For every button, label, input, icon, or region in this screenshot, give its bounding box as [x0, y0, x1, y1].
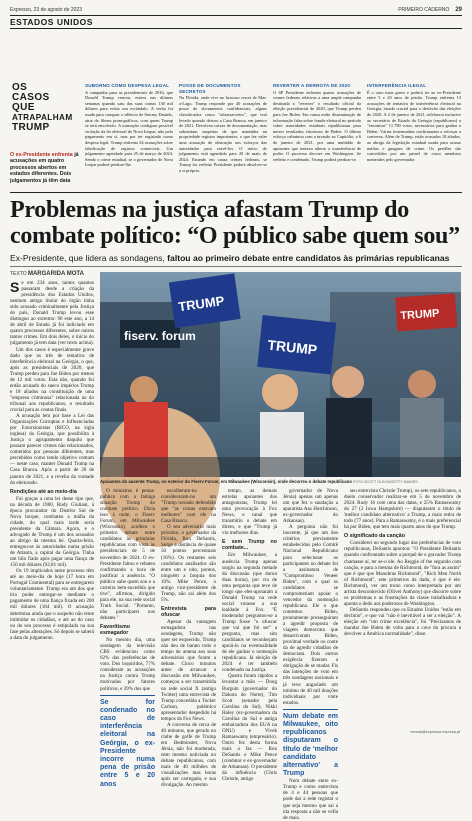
case-text: O 6P Presidente enfrenta quatro acusações de crimes federais relativas a uma ampla campanha destinada a "reverter" o resultado oficial da eleição presidencial de 2020, que Trump perdeu para Joe Biden. Em causa estão disseminação de informação falsa sobre fraude eleitoral no período sobre autoridades estaduais republicanas para mexer resultados vitoriosos de Biden. O último esforço culminou com a invasão ao Capitólio, a 6 de janeiro de 2021, por uma multidão de apoiantes que tentava alterar a transferência de poder. O processo decorre em Washington. Se reeleito e condenado, Trump poderá perdoar-se.: [273, 89, 361, 162]
pull-quote: Se for condenado no caso de interferência eleitoral na Geórgia, o ex-Presidente incorre numa pena de prisão entre 5 e 20 anos: [100, 695, 155, 789]
article-paragraph: governador de Nova Jérsia) apenas um apenas um que fez o saudação a aparatista Asa Hutchinson, ex-governador do Arkansas).: [283, 488, 338, 525]
edition-label: PRIMEIRO CADERNO: [398, 7, 450, 13]
subhead: E sem Trump no combate...: [222, 539, 277, 552]
article-column-3: [161, 488, 216, 789]
case-column: [179, 83, 267, 174]
article-column-6: [344, 488, 461, 637]
article-column-1: [10, 280, 94, 641]
kicker-box: [12, 83, 74, 133]
section-rule: [10, 28, 462, 29]
subhead: Rendições até ao meio-dia: [10, 488, 77, 495]
article-paragraph: DeSantis respondeu que os Estados Unidos "estão em declínio", e que vai "não é inevitável a ser a eleição". A eleição em "um crime excelência", foi "Precisamos de mandar Joe Biden de volta para a cave do procura a devolver a América normalidade", disse.: [344, 606, 461, 638]
article-paragraph: Considerei no segundo lugar das preferências de voto republicanas, DeSantis apontou: "O Presidente DeSantis quando confrontado sobre a porquê de o gravador Trump chamasse aí, ter se-o ele. Ao Reggie of the segundo com canção, e para a mesma de Richmond, de "fura as assim" que é que que Manobras Richmond", "Rich Men North of Richmond", sete primeiros da dado, é que é ele. Richmond), ver um trono como interpretada por um artista desconhecido (Oliver Anthony) que discorre sobre os problemas e as frustrações da classe trabalhadora e aponta o dedo aos poderosos de Washington.: [344, 540, 461, 607]
subhead: O significado da canção: [344, 533, 405, 540]
arena-sign: fiserv. forum: [124, 329, 196, 343]
article-paragraph: Os 19 implicados neste processo têm até ao meio-dia de hoje (17 hora em Portugal Continental) para se entregarem voluntariamente. Trump era um dos que iria poder entregar-se mediante o pagamento de uma fiança fixada em 200 mil dólares (184 mil). O acusação determina ainda que o suspeito não tente intimidar os cidadãos, e até ao do caso ou do seu processo é estipulada na sua fase pelas alterações. Só depois se saberá a data do julgamento.: [10, 568, 94, 641]
article-paragraph: No mesmo dia, uma sondagem da televisão CBS evidenciou como 62% das preferências de voto. Dos inquiridos, 77% consideram as acusações na Justiça contra Trump motivadas por fatores políticos, e 39% dos que: [100, 637, 155, 692]
photo-caption: [100, 479, 461, 485]
header-rule: [10, 15, 462, 16]
case-heading: POSSE DE DOCUMENTOS SECRETOS: [179, 83, 241, 94]
subheadline-bold: faltou ao primeiro debate entre candidatos às primárias republicanas: [167, 253, 450, 263]
article-paragraph: O seu adversário mais próximo, o governador da Flórida, Ron DeSantis, Surge a distância de quase 50 pontos percentuais (16%). Os restantes seis candidatos analisados são entre um e oito, pontos, ninguém a fasquia dos 10%. Mike Pence, o antigo vice-presidente de Trump, não sai além dos 5%.: [161, 524, 216, 603]
paragraph-text: e em 234 anos, tantos quantos passaram desde a criação da presidência dos Estados Unidos, nenhum antigo titular do órgão tinha sido acusado criminalmente pela Justiça do país, Donald Trump levou esse distinguo ao extremo: 90 este ano, a 14 de abril de Estado já foi indiciado em quatro processos diferentes, sobre outros tantos crimes. Em dois deles, o início do julgamento já tem data (ver texto acima).: [10, 280, 94, 347]
headline-rule: [10, 192, 462, 193]
article-paragraph: A conversa de cerca de 40 minutos, que gerado no clube de golfe de Trump em Bedminster, Nova Jérsia, não foi moderada, nem mesmo noticiada no debate republicanos, com mais de 40 milhões de visualizações mas horas após ser carregada, e sua divulgação. Ao mesmo: [161, 721, 216, 789]
article-column-2: [100, 488, 155, 788]
case-column: [85, 83, 173, 168]
trump-sign: TRUMP: [399, 307, 440, 323]
author-email[interactable]: mmota@expresso.impresa.pt: [410, 730, 460, 734]
byline: [10, 271, 84, 277]
case-text: É o caso mais grave e poderá ter ao ex-Presidente entre 5 e 20 anos de prisão. Trump enfrenta 13 acusações de tentativa de interferência eleitoral na Geórgia, estado crucial para o desfecho das eleições de 2020. A 2 de janeiro de 2021, telefonou inclusive ao secretário de Estado da Geórgia (republicano) a "encontrar" 11.780 votos, necessários para ganhar a Biden. Várias testemunhas confirmaram a reforçar a conversa. Além de Trump, estão acusados 18 aliados, ao abrigo da legislação estadual usada para acusar máfias e gangues de crime. Os perdões são concedidos por um painel de cinco membros nomeados pelo governador.: [367, 89, 461, 162]
article-paragraph: Foi graças a uma lei desse tipo que, na década de 1980, Rudy Giuliani, à época procurador do Distrito Sul de Nova Iorque, combateu a máfia da cidade, do qual mais tarde seria presidente da Câmara. Agora, e o advogado de Trump é um dos acusados ao abrigo da mesma lei. Quarta-feira, entregou-se às autoridades numa prisão de Atlanta, a capital da Geórgia. Tinha um hilo fiado após pagar uma fiança de 150 mil dólares (92,81 mil).: [10, 495, 94, 569]
article-column-4: [222, 488, 277, 783]
article-paragraph: A pergunta não foi inocente, já que um dos critérios previamente estabelecidos pelo Comitê Nacional Republicano para selecionar os participantes no debate foi a assinatura de "Compromisso Veneer Biden", com o qual os candidatos se comprometiam apoiar o vencedor da nomeação republicana. Ele o que contestou Biden, prontamente prosseguiram a agredir proposta de viagem democrata que desactivaram Biden, proximal verdade ou conte da de agredir cidadãos de democrata. Dois outros exigência fizeram a obrigação de se mudar. Fis das intenções de voto em três sondagens nacionais e já teve angariado um mínimo de 40 mil doações individuais por vinte estados.: [283, 524, 338, 706]
byline-prefix: TEXTO: [10, 271, 27, 277]
kicker-line: ATRAPALHAM: [12, 113, 73, 122]
news-photo: [100, 272, 461, 477]
subhead: Entrevista para ofuscar: [161, 605, 216, 618]
header-right: [398, 7, 462, 13]
side-lead-red: O ex-Presidente enfrenta: [10, 152, 73, 158]
article-paragraph: Apesar da vantagem esmagadora nas sondagens, Trump não quer ser esquecido, Trump não deu de barato todo o tempo de antena aos seus adversários que foram a debate. Cinco minutos antes de arrancar a discussão em Milwaukee, começou a ser transmitida na rede social X (antigo Twitter) uma entrevista de Trump concedida a Tucker Carlson, polémico apresentador despedido há tempos da Fox News.: [161, 618, 216, 722]
article-paragraph: escolheram-no consideraram-no um "Trump tornado defendido que "as coisas estavam melhores" com ele na Casa Branca.: [161, 488, 216, 525]
article-paragraph: Em Milwaukee, a ausência Trump apenas surgiu na segunda metade da discussão (que durou duas horas), por via de uma pergunta que teve de longo que eles-apoiaram a Donald Trump na rede social votasse a sua lealdade à Fox. "É moderador perguntou-se a Trump fosse "o ofuscar que vai que foi ser" a pergunta, mas sim candidatos se reconheçam apoiá-lo na eventualidade de ele ganhar o nomeação republicana. Já eleição de 2024 é ter também condenado na Justiça.: [222, 552, 277, 674]
subheadline: [10, 253, 462, 263]
sub-rule: [10, 266, 462, 267]
pull-quote: Num debate em Milwaukee, oito republicanos disputaram o título de 'melhor candidato alternativo' a Trump: [283, 709, 338, 779]
subheadline-normal: Ex-Presidente, que lidera as sondagens,: [10, 253, 168, 263]
case-heading: REVERTER A DERROTA DE 2020: [273, 83, 351, 88]
case-heading: INTERFERÊNCIA ILEGAL: [367, 83, 427, 88]
kicker-line: OS: [12, 82, 28, 93]
photo-credit: FOTO SCOTT OLSON/GETTY IMAGES: [353, 480, 418, 484]
side-lead: [10, 152, 80, 184]
case-text: A campanha para as presidenciais de 2016, que Donald Trump venceu, estava nas últimas semanas quando saiu das suas contas 130 mil dólares para evitar um escândalo. A verba foi usada para comprar o silêncio de Stormy Daniels, atriz de filmes pornográficos, com quem Trump se terá envolvido. A transação configura possível violação da lei eleitoral de Nova Iorque, não pelo pagamento em si, mas por ter registado como despesa legal. Trump enfrenta 34 acusações sobre falsificação de registos comerciais. Um julgamento agendado para 25 de março de 2024. Sendo o crime estadual, se o governador de Nova Iorque poderá perdoar-lhe.: [85, 89, 173, 168]
trump-sign: TRUMP: [177, 293, 226, 315]
byline-author: MARGARIDA MOTA: [27, 271, 84, 277]
kicker-line: TRUMP: [12, 122, 50, 133]
case-column: [273, 83, 361, 162]
publication-date: Expresso, 23 de agosto de 2023: [10, 7, 82, 13]
case-column: [367, 83, 461, 162]
article-paragraph: Num debate entre ex-Trump e como entrevista de 4 e 44 pessoas que pode dar a rede registar o que seja mesmo que sai a ida resposta a não se vefia de mais.: [283, 778, 338, 821]
article-paragraph: O ministros é pensa-pública com a famiga situação Trump do combate político. Dizia isso à noite, o Fiserv Forum, em Milwaukee (Wisconsin), acolheu o primeiro debate entre candidatos às primárias republicanas com vista às presidenciais de 5 de novembro de 2024. O ex-Presidente faltou e rebateu confirmando a hora de justificar a ausência. "O público sabe quem sou e a carreira bem-sucedida que tive", afirmou, dirigido para ele, na sua rede social Truth Social. "Portanto, não participarei nos debates.": [100, 488, 155, 621]
caption-text: Apoiantes do ausente Trump, no exterior do Fiserv Forum, em Milwaukee (Wisconsin), onde decorreu o debate republicano: [100, 479, 352, 484]
article-column-5: [283, 488, 338, 821]
case-heading: SUBORNO COMO DESPESA LEGAL: [85, 83, 170, 88]
subhead: Favoritismo esmagador: [100, 624, 131, 637]
article-paragraph: [10, 280, 94, 347]
article-paragraph: tempo, as demais estrelas apoiantes dos antagonistas, Trump lei uma provocação à Fox News, o canal que transmitiu o debate em direto, e que "Trump já viu melhores dias.: [222, 488, 277, 537]
article-paragraph: A acusação tem por base a Lei das Organizações Corruptas e Influenciadas por Extorsionistas (RICO, na sigla inglesa) da Geórgia, que possibilita à Justiça o agrupamento daquilo que possam parecer crimes não relacionados, cometidos por pessoas diferentes, mas percebidos como tendo objetivo comum — neste caso, manter Donald Trump na Casa Branca. Após a partir de 20 de janeiro de 2021, e a revelia da vontade do eleitorado.: [10, 413, 94, 486]
kicker-line: QUE: [12, 102, 35, 113]
photo-illustration: [100, 272, 461, 477]
headline: Problemas na justiça afastam Trump do combate político: “O público sabe quem sou”: [10, 197, 460, 249]
section-title: ESTADOS UNIDOS: [10, 17, 93, 27]
side-lead-rest: já acusações em quatro processos abertos em estados diferentes. Dois julgamentos já têm data: [10, 152, 79, 184]
page-number: 29: [455, 7, 462, 13]
article-paragraph: Quatro foram rápidos a levantar a mão — Doug Burgum (governador do Dakota do Norte), Tim Scott (senador pela Carolina do Sul), Nikki Haley (ex-governadora da Carolina do Sul e antiga embaixadora dos EUA na ONU) e Vivek Ramaswamy (empresário). Outro fez desta forma mais a faz — Ron DeSantis e Mike Pence (condutor e ex-governador de Arkansas). O presidente da influência (Chris Christie, antigo: [222, 673, 277, 783]
article-paragraph: Um dos casos é especialmente grave dado que os três de tentativa de interferência eleitoral na Geórgia, o que, após as presidenciais de 2020, que Trump perdeu para Joe Biden por menos de 12 mil votos. Esta não, quando foi então acusado do sueco impérios Trump e 18 aliados na constituição de uma "empresa criminosa" relacionada ao do tribunal aos republicanos, o resultado crucial para as contas finais.: [10, 346, 94, 413]
article-paragraph: seu entrevista Christie Trump), os sete republicanos, o duelo conservador realizar-se em 5 de novembro de 2024. Rudy 16 com uma das datas, e 25% Ramaswamy do 27 (2 Iowa Hampshire) — disputaram o título de 'melhor candidato alternativo' a Trump, a mais retira de todo (77 anos). Para a Ramaswamy, é o mais preferencial há por Biden, que tem mais quarto anos do que Trump.: [344, 488, 461, 531]
trump-sign: TRUMP: [266, 336, 318, 358]
page-header: [10, 5, 462, 15]
case-text: Na Flórida, onde vive no luxuoso resort de Mar-a-Lago, Trump responde por 40 acusações de posse de documentos confidenciais, alguns classificados como "ultrassecretos", que terá levado quando deixou a Casa Branca, em janeiro de 2021. Devolveu caixas de documentação, mas subsistiam suspeitas de que mantinha na propriedade registos importantes, o que fez valer uma acusação de obstrução aos esforços das autoridades para reavê-los. O início do julgamento está agendado para 20 de maio de 2024. Estando em causa crimes federais, se Trump for reeleito Presidente poderá absolver-se a si próprio.: [179, 95, 267, 173]
drop-cap: S: [10, 279, 20, 295]
kicker-line: CASOS: [12, 92, 50, 103]
